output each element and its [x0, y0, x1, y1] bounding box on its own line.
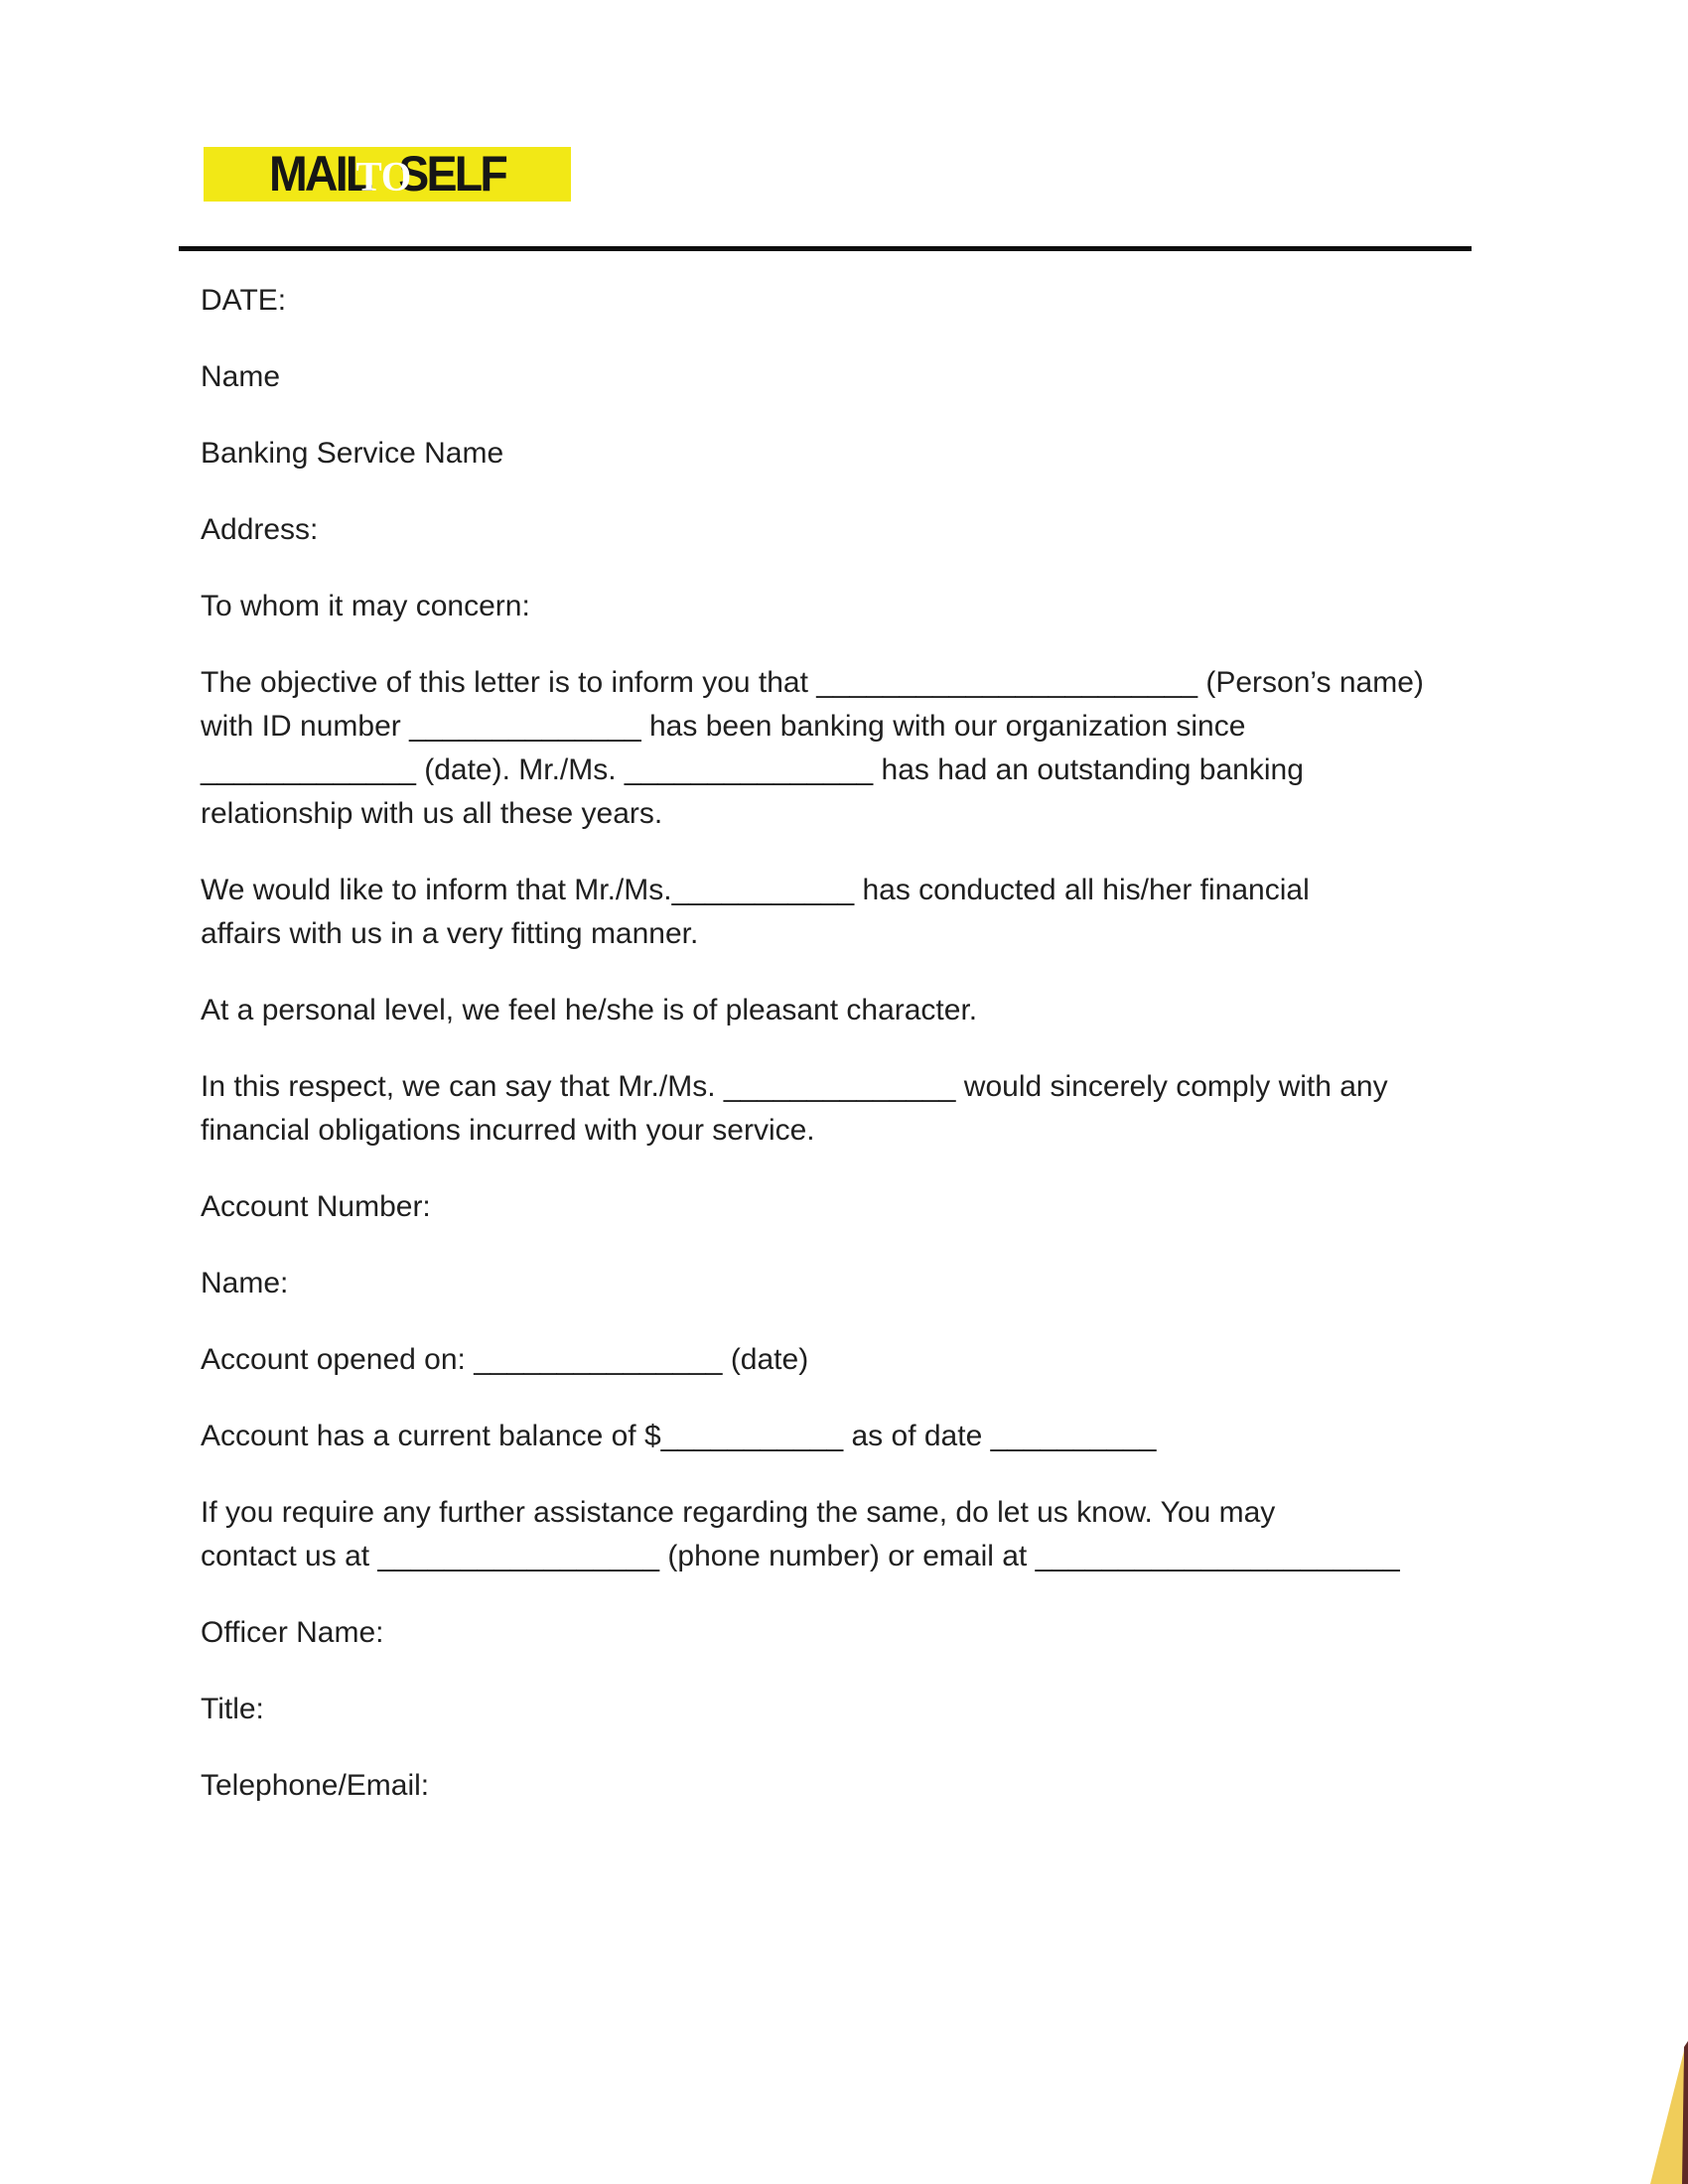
letter-line: To whom it may concern:: [201, 590, 530, 622]
corner-accent-graphic: [1643, 2037, 1688, 2184]
logo-mail-text: MAIL: [268, 147, 371, 202]
letter-line: Title:: [201, 1693, 264, 1725]
paragraph-compliance: [201, 1065, 1483, 1153]
letter-line: In this respect, we can say that Mr./Ms. ______________ would sincerely comply with any: [201, 1070, 1388, 1103]
letter-line: Banking Service Name: [201, 437, 504, 470]
logo-to-text: TO: [355, 154, 412, 201]
telephone-email-label: [201, 1764, 1483, 1808]
banking-service-name-label: [201, 432, 1483, 476]
salutation: [201, 585, 1483, 628]
letter-line: The objective of this letter is to inform you that _______________________ (Person’s name): [201, 666, 1424, 699]
letter-line: Account has a current balance of $___________ as of date __________: [201, 1420, 1157, 1452]
logo-text-row: [269, 147, 505, 202]
letter-line: Account opened on: _______________ (date): [201, 1343, 809, 1376]
letter-line: Officer Name:: [201, 1616, 384, 1649]
paragraph-contact: [201, 1491, 1483, 1578]
letter-line: with ID number ______________ has been banking with our organization since: [201, 710, 1246, 743]
letter-line: Address:: [201, 513, 319, 546]
paragraph-conduct: [201, 869, 1483, 956]
address-label: [201, 508, 1483, 552]
account-balance-line: [201, 1415, 1483, 1458]
recipient-name-label: [201, 355, 1483, 399]
letter-line: We would like to inform that Mr./Ms.___________ has conducted all his/her financial: [201, 874, 1310, 906]
paragraph-character: [201, 989, 1483, 1032]
account-number-label: [201, 1185, 1483, 1229]
letter-line: If you require any further assistance regarding the same, do let us know. You may: [201, 1496, 1276, 1529]
letter-line: affairs with us in a very fitting manner.: [201, 917, 699, 950]
letter-line: relationship with us all these years.: [201, 797, 663, 830]
corner-yellow-shape: [1650, 2051, 1684, 2184]
paragraph-objective: [201, 661, 1483, 836]
letter-line: contact us at _________________ (phone number) or email at ______________________: [201, 1540, 1400, 1572]
account-opened-line: [201, 1338, 1483, 1382]
letter-line: At a personal level, we feel he/she is of pleasant character.: [201, 994, 978, 1026]
date-label: [201, 279, 1483, 323]
letter-line: DATE:: [201, 284, 287, 317]
officer-name-label: [201, 1611, 1483, 1655]
letter-line: financial obligations incurred with your service.: [201, 1114, 815, 1147]
account-name-label: [201, 1262, 1483, 1305]
header-divider: [179, 246, 1472, 251]
title-label: [201, 1688, 1483, 1731]
letter-line: Name: [201, 360, 281, 393]
letter-line: _____________ (date). Mr./Ms. _______________ has had an outstanding banking: [201, 753, 1304, 786]
logo-self-text: SELF: [398, 147, 506, 202]
mailtoself-logo: [204, 147, 571, 202]
letter-line: Telephone/Email:: [201, 1769, 430, 1802]
letter-line: Account Number:: [201, 1190, 431, 1223]
letter-line: Name:: [201, 1267, 289, 1299]
letter-body: [201, 279, 1483, 1841]
